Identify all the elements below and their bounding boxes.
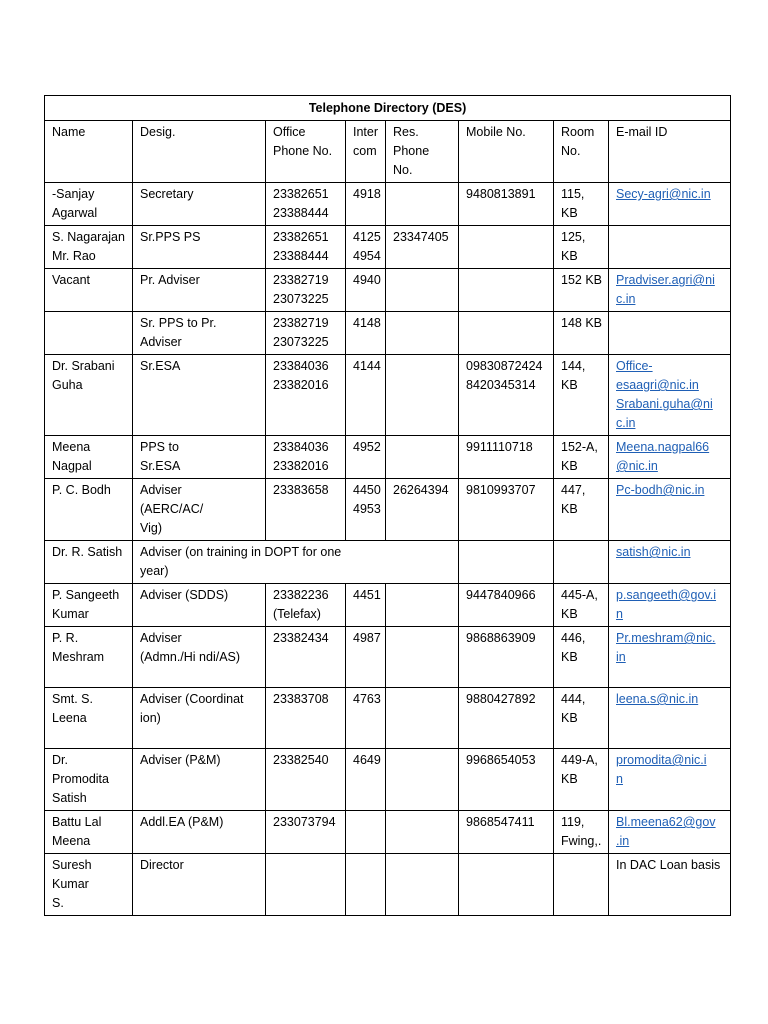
email-cell-line[interactable]: esaagri@nic.in [616,378,699,392]
designation-cell [133,436,266,479]
name-cell-line: Kumar [52,877,89,891]
header-mobile: Mobile No. [459,121,554,183]
office-phone-cell [266,584,346,627]
header-room: Room No. [554,121,609,183]
email-cell[interactable] [609,183,731,226]
name-cell-line: Meena [52,440,91,454]
table-row [45,749,731,811]
office-phone-cell-line: 23388444 [273,249,329,263]
email-cell[interactable] [609,688,731,749]
res-phone-cell [386,749,459,811]
header-row [45,121,731,183]
name-cell [45,584,133,627]
room-cell-line: KB [561,711,578,725]
intercom-cell [346,183,386,226]
name-cell-line: Vacant [52,273,90,287]
designation-cell-line: Vig) [140,521,163,535]
mobile-cell [459,584,554,627]
room-cell-line: 125, [561,230,586,244]
room-cell [554,854,609,916]
mobile-cell-line: 09830872424 [466,359,543,373]
intercom-cell-line: 4450 [353,483,381,497]
designation-cell [133,749,266,811]
name-cell [45,355,133,436]
name-cell-line: P. Sangeeth [52,588,120,602]
email-link[interactable] [616,185,724,204]
header-intercom: Inter com [346,121,386,183]
office-phone-cell-line: 233073794 [273,815,336,829]
office-phone-cell [266,811,346,854]
designation-cell [133,584,266,627]
telephone-directory-table [44,95,731,916]
email-cell-line[interactable]: Meena.nagpal66 [616,440,710,454]
designation-cell [133,355,266,436]
res-phone-cell [386,312,459,355]
table-row [45,688,731,749]
office-phone-cell-line: 23382651 [273,187,329,201]
room-cell-line: 144, [561,359,586,373]
name-cell [45,312,133,355]
designation-cell-line: ion) [140,711,161,725]
table-row [45,436,731,479]
designation-cell-line: Adviser [140,483,182,497]
mobile-cell [459,269,554,312]
office-phone-cell [266,436,346,479]
name-cell-line: P. R. [52,631,79,645]
intercom-cell [346,269,386,312]
mobile-cell [459,312,554,355]
res-phone-cell [386,269,459,312]
mobile-cell [459,436,554,479]
res-phone-cell [386,688,459,749]
email-cell[interactable] [609,479,731,541]
designation-cell-line: Secretary [140,187,194,201]
designation-cell [133,854,266,916]
mobile-cell [459,627,554,688]
office-phone-cell [266,627,346,688]
mobile-cell-line: 9968654053 [466,753,536,767]
email-cell-line[interactable]: Pradviser.agri@ni [616,273,715,287]
room-cell-line: Fwing,. [561,834,602,848]
email-cell-line[interactable]: promodita@nic.i [616,753,707,767]
header-res-phone: Res. Phone No. [386,121,459,183]
mobile-cell-line: 9868863909 [466,631,536,645]
designation-cell-line: Director [140,858,184,872]
designation-cell-line: year) [140,564,169,578]
intercom-cell-line: 4954 [353,249,381,263]
email-cell-line[interactable]: Office- [616,359,653,373]
res-phone-cell [386,584,459,627]
room-cell-line: 446, [561,631,586,645]
header-name: Name [45,121,133,183]
designation-cell-line: Adviser (SDDS) [140,588,229,602]
intercom-cell-line: 4763 [353,692,381,706]
mobile-cell-line: 9911110718 [466,440,533,454]
office-phone-cell-line: 23388444 [273,206,329,220]
email-cell [609,854,731,916]
designation-cell-line: Sr.PPS PS [140,230,201,244]
email-link[interactable] [616,813,724,851]
designation-cell-line: (Admn./Hi ndi/AS) [140,650,241,664]
name-cell-line: Promodita [52,772,109,786]
email-cell-line[interactable]: Bl.meena62@gov [616,815,716,829]
header-office-phone: Office Phone No. [266,121,346,183]
email-cell[interactable] [609,269,731,312]
room-cell [554,226,609,269]
designation-cell [133,541,459,584]
mobile-cell-line: 9447840966 [466,588,536,602]
email-link[interactable] [616,586,724,624]
email-cell-line[interactable]: in [616,650,626,664]
table-row [45,627,731,688]
res-phone-cell [386,226,459,269]
name-cell [45,688,133,749]
name-cell-line: Leena [52,711,87,725]
name-cell [45,749,133,811]
email-link[interactable] [616,438,724,476]
table-title: Telephone Directory (DES) [45,96,731,121]
res-phone-cell-line: 26264394 [393,483,449,497]
room-cell-line: 152 KB [561,273,603,287]
designation-cell [133,811,266,854]
table-row [45,269,731,312]
intercom-cell-line: 4987 [353,631,381,645]
email-cell [609,226,731,269]
room-cell-line: KB [561,459,578,473]
email-cell-line[interactable]: satish@nic.in [616,545,691,559]
room-cell-line: 119, [561,815,585,829]
name-cell-line: Smt. S. [52,692,93,706]
intercom-cell [346,688,386,749]
name-cell-line: P. C. Bodh [52,483,111,497]
table-row [45,183,731,226]
intercom-cell-line: 4148 [353,316,381,330]
office-phone-cell-line: 23383708 [273,692,329,706]
name-cell-line: Meena [52,834,91,848]
office-phone-cell [266,312,346,355]
email-cell[interactable] [609,811,731,854]
mobile-cell [459,749,554,811]
designation-cell-line: Adviser (P&M) [140,753,221,767]
room-cell [554,811,609,854]
email-link[interactable] [616,629,724,667]
res-phone-cell-line: 23347405 [393,230,449,244]
office-phone-cell-line: 23382719 [273,316,329,330]
name-cell [45,183,133,226]
email-cell[interactable] [609,436,731,479]
name-cell-line: S. [52,896,64,910]
mobile-cell-line: 9480813891 [466,187,536,201]
mobile-cell [459,688,554,749]
mobile-cell-line: 9880427892 [466,692,536,706]
name-cell-line: Dr. Srabani [52,359,115,373]
header-desig: Desig. [133,121,266,183]
email-cell-line[interactable]: p.sangeeth@gov.i [616,588,717,602]
office-phone-cell-line: 23382540 [273,753,329,767]
intercom-cell-line: 4649 [353,753,381,767]
mobile-cell [459,479,554,541]
table-row [45,811,731,854]
designation-cell [133,627,266,688]
name-cell-line: S. Nagarajan [52,230,125,244]
room-cell-line: KB [561,249,578,263]
name-cell-line: Nagpal [52,459,92,473]
email-cell-line[interactable]: n [616,772,623,786]
room-cell [554,183,609,226]
designation-cell [133,183,266,226]
intercom-cell [346,627,386,688]
room-cell-line: KB [561,772,578,786]
name-cell-line: -Sanjay [52,187,95,201]
email-cell[interactable] [609,627,731,688]
office-phone-cell-line: 23384036 [273,359,329,373]
email-cell-line[interactable]: Pc-bodh@nic.in [616,483,705,497]
intercom-cell [346,355,386,436]
office-phone-cell [266,355,346,436]
designation-cell [133,269,266,312]
office-phone-cell-line: 23073225 [273,292,329,306]
mobile-cell [459,854,554,916]
email-link[interactable] [616,543,724,562]
room-cell-line: KB [561,502,578,516]
name-cell [45,627,133,688]
office-phone-cell [266,749,346,811]
room-cell-line: 444, [561,692,586,706]
designation-cell [133,479,266,541]
mobile-cell [459,183,554,226]
office-phone-cell [266,688,346,749]
room-cell [554,312,609,355]
office-phone-cell [266,479,346,541]
intercom-cell-line: 4918 [353,187,381,201]
table-row [45,479,731,541]
room-cell-line: KB [561,206,578,220]
name-cell-line: Guha [52,378,83,392]
name-cell [45,269,133,312]
intercom-cell [346,479,386,541]
email-cell-line[interactable]: .in [616,834,630,848]
room-cell [554,688,609,749]
name-cell-line: Dr. R. Satish [52,545,123,559]
room-cell-line: 148 KB [561,316,603,330]
designation-cell-line: (AERC/AC/ [140,502,204,516]
email-link[interactable] [616,690,724,709]
room-cell [554,355,609,436]
designation-cell [133,688,266,749]
intercom-cell [346,749,386,811]
table-row [45,584,731,627]
room-cell [554,436,609,479]
mobile-cell [459,811,554,854]
email-cell-line[interactable]: Srabani.guha@ni [616,397,713,411]
designation-cell-line: Adviser [140,631,182,645]
intercom-cell-line: 4953 [353,502,381,516]
email-cell[interactable] [609,541,731,584]
designation-cell [133,226,266,269]
title-row [45,96,731,121]
room-cell-line: KB [561,650,578,664]
table-row [45,854,731,916]
table-row [45,226,731,269]
room-cell [554,627,609,688]
office-phone-cell-line: 23382651 [273,230,329,244]
name-cell-line: Suresh [52,858,92,872]
intercom-cell [346,312,386,355]
res-phone-cell [386,811,459,854]
res-phone-cell [386,355,459,436]
res-phone-cell [386,627,459,688]
name-cell [45,226,133,269]
office-phone-cell-line: 23382016 [273,459,329,473]
designation-cell-line: PPS to [140,440,179,454]
email-cell[interactable] [609,749,731,811]
name-cell-line: Satish [52,791,87,805]
intercom-cell-line: 4940 [353,273,381,287]
room-cell-line: 115, [561,187,585,201]
designation-cell-line: Adviser [140,335,182,349]
designation-cell-line: Sr.ESA [140,359,181,373]
name-cell-line: Kumar [52,607,89,621]
email-cell-line[interactable]: c.in [616,292,636,306]
table-row [45,355,731,436]
email-cell-line[interactable]: Pr.meshram@nic. [616,631,716,645]
office-phone-cell [266,269,346,312]
name-cell [45,436,133,479]
room-cell-line: 449-A, [561,753,598,767]
email-link[interactable] [616,271,724,309]
email-cell[interactable] [609,355,731,436]
room-cell-line: KB [561,607,578,621]
mobile-cell-line: 9868547411 [466,815,535,829]
office-phone-cell-line: 23382236 [273,588,329,602]
res-phone-cell [386,479,459,541]
room-cell [554,541,609,584]
intercom-cell [346,226,386,269]
mobile-cell [459,355,554,436]
res-phone-cell [386,854,459,916]
office-phone-cell [266,854,346,916]
office-phone-cell-line: (Telefax) [273,607,321,621]
name-cell [45,811,133,854]
room-cell [554,479,609,541]
office-phone-cell-line: 23073225 [273,335,329,349]
email-link[interactable] [616,481,724,500]
room-cell [554,269,609,312]
office-phone-cell-line: 23382719 [273,273,329,287]
name-cell-line: Battu Lal [52,815,102,829]
room-cell-line: 445-A, [561,588,598,602]
room-cell [554,749,609,811]
email-cell[interactable] [609,584,731,627]
email-cell [609,312,731,355]
email-cell-line[interactable]: leena.s@nic.in [616,692,699,706]
table-row [45,312,731,355]
intercom-cell-line: 4451 [353,588,381,602]
intercom-cell [346,436,386,479]
office-phone-cell-line: 23382434 [273,631,329,645]
email-cell-line: In DAC Loan basis [616,858,721,872]
name-cell [45,541,133,584]
designation-cell [133,312,266,355]
name-cell [45,854,133,916]
email-cell-line[interactable]: @nic.in [616,459,658,473]
name-cell-line: Dr. [52,753,68,767]
intercom-cell [346,811,386,854]
table-row [45,541,731,584]
designation-cell-line: Adviser (Coordinat [140,692,244,706]
intercom-cell [346,854,386,916]
mobile-cell-line: 9810993707 [466,483,536,497]
intercom-cell-line: 4952 [353,440,381,454]
res-phone-cell [386,183,459,226]
mobile-cell-line: 8420345314 [466,378,536,392]
res-phone-cell [386,436,459,479]
email-link[interactable] [616,357,724,433]
room-cell [554,584,609,627]
email-cell-line[interactable]: n [616,607,623,621]
office-phone-cell-line: 23384036 [273,440,329,454]
room-cell-line: 447, [561,483,586,497]
name-cell [45,479,133,541]
designation-cell-line: Sr.ESA [140,459,181,473]
mobile-cell [459,226,554,269]
name-cell-line: Mr. Rao [52,249,96,263]
name-cell-line: Meshram [52,650,105,664]
email-link[interactable] [616,751,724,789]
designation-cell-line: Adviser (on training in DOPT for one [140,545,342,559]
designation-cell-line: Sr. PPS to Pr. [140,316,217,330]
intercom-cell [346,584,386,627]
header-email: E-mail ID [609,121,731,183]
name-cell-line: Agarwal [52,206,98,220]
mobile-cell [459,541,554,584]
office-phone-cell-line: 23383658 [273,483,329,497]
designation-cell-line: Pr. Adviser [140,273,200,287]
room-cell-line: 152-A, [561,440,598,454]
room-cell-line: KB [561,378,578,392]
email-cell-line[interactable]: Secy-agri@nic.in [616,187,711,201]
office-phone-cell-line: 23382016 [273,378,329,392]
office-phone-cell [266,226,346,269]
intercom-cell-line: 4144 [353,359,381,373]
email-cell-line[interactable]: c.in [616,416,636,430]
office-phone-cell [266,183,346,226]
intercom-cell-line: 4125 [353,230,381,244]
designation-cell-line: Addl.EA (P&M) [140,815,224,829]
